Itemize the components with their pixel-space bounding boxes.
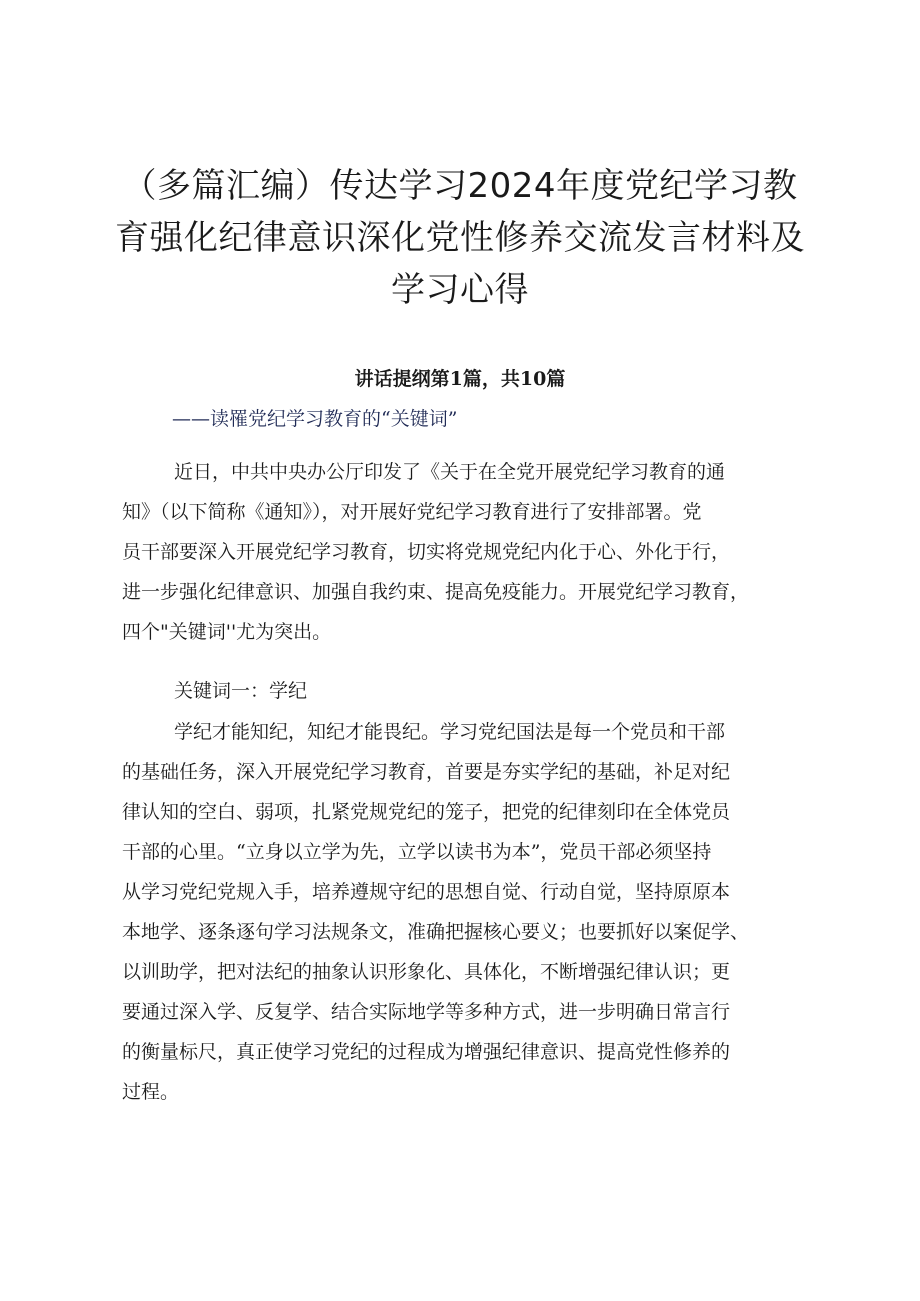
- paragraph-line: 干部的心里。“立身以立学为先，立学以读书为本”，党员干部必须坚持: [122, 841, 712, 863]
- body-paragraph: [122, 712, 812, 1112]
- paragraph-line: 的基础任务，深入开展党纪学习教育，首要是夯实学纪的基础，补足对纪: [122, 761, 731, 783]
- title-line: 学习心得: [391, 270, 529, 310]
- paragraph-line: 的衡量标尺，真正使学习党纪的过程成为增强纪律意识、提高党性修养的: [122, 1041, 731, 1063]
- keyword-heading: 关键词一：学纪: [174, 680, 308, 702]
- paragraph-line: 过程。: [122, 1081, 180, 1103]
- paragraph-line: 以训助学，把对法纪的抽象认识形象化、具体化，不断增强纪律认识；更: [122, 961, 731, 983]
- paragraph-line: 知》（以下简称《通知》），对开展好党纪学习教育进行了安排部署。党: [122, 501, 702, 523]
- paragraph-line: 四个"关键词''尤为突出。: [122, 621, 332, 643]
- paragraph-line: 进一步强化纪律意识、加强自我约束、提高免疫能力。开展党纪学习教育，: [122, 581, 750, 603]
- paragraph-line: 员干部要深入开展党纪学习教育，切实将党规党纪内化于心、外化于行，: [122, 541, 731, 563]
- document-title: [100, 160, 820, 316]
- paragraph-line: 要通过深入学、反复学、结合实际地学等多种方式，进一步明确日常言行: [122, 1001, 731, 1023]
- paragraph-line: 本地学、逐条逐句学习法规条文，准确把握核心要义；也要抓好以案促学、: [122, 921, 750, 943]
- paragraph-line: 从学习党纪党规入手，培养遵规守纪的思想自觉、行动自觉，坚持原原本: [122, 881, 731, 903]
- title-line: （多篇汇编）传达学习2024年度党纪学习教: [122, 166, 798, 206]
- paragraph-line: 近日，中共中央办公厅印发了《关于在全党开展党纪学习教育的通: [174, 461, 726, 483]
- paragraph-line: 学纪才能知纪，知纪才能畏纪。学习党纪国法是每一个党员和干部: [174, 721, 726, 743]
- intro-paragraph: [122, 452, 812, 652]
- section-heading: 讲话提纲第1篇，共10篇: [354, 368, 566, 390]
- title-line: 育强化纪律意识深化党性修养交流发言材料及: [115, 218, 805, 258]
- paragraph-line: 律认知的空白、弱项，扎紧党规党纪的笼子，把党的纪律刻印在全体党员: [122, 801, 731, 823]
- subtitle: ——读罹党纪学习教育的“关键词”: [172, 408, 458, 430]
